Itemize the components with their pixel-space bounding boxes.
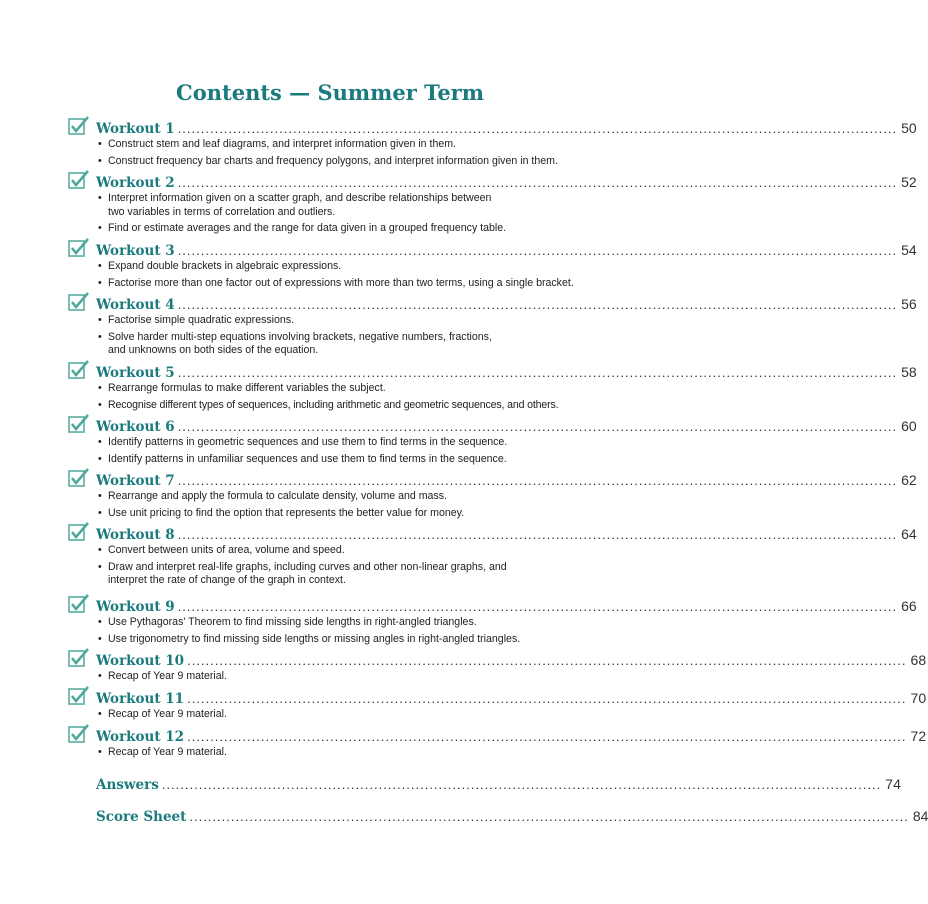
leader-dots: ............................................................................................................................................................ [177, 419, 898, 434]
objective-item: • Convert between units of area, volume and speed. [98, 544, 523, 558]
checkbox-tick-icon[interactable] [68, 522, 90, 542]
page-number: 60 [901, 418, 917, 434]
checkbox-tick-icon[interactable] [68, 724, 90, 744]
objectives-list [98, 616, 618, 649]
objective-item: • Expand double brackets in algebraic expressions. [98, 260, 618, 274]
workout-label: Workout 9 [96, 599, 175, 615]
page-number: 50 [901, 120, 917, 136]
objectives-list [98, 436, 618, 469]
objective-item: • Rearrange formulas to make different variables the subject. [98, 382, 618, 396]
objective-item: • Factorise simple quadratic expressions. [98, 314, 498, 328]
workout-label: Workout 8 [96, 527, 175, 543]
checkbox-tick-icon[interactable] [68, 414, 90, 434]
objective-item: • Recap of Year 9 material. [98, 746, 618, 760]
workout-heading[interactable] [96, 650, 927, 670]
leader-dots: ............................................................................................................................................................ [177, 121, 898, 136]
objective-item: • Interpret information given on a scatter graph, and describe relationships between two variables in terms of correlation and outliers. [98, 192, 498, 219]
objectives-list [98, 544, 523, 591]
workout-label: Workout 1 [96, 121, 175, 137]
page-number: 74 [885, 776, 901, 792]
workout-heading[interactable] [96, 240, 917, 260]
leader-dots: ............................................................................................................................................................ [161, 777, 882, 792]
workout-heading[interactable] [96, 362, 917, 382]
workout-heading[interactable] [96, 294, 917, 314]
workout-heading[interactable] [96, 726, 927, 746]
leader-dots: ............................................................................................................................................................ [177, 365, 898, 380]
objectives-list [98, 138, 618, 171]
page-number: 52 [901, 174, 917, 190]
objective-item: • Recap of Year 9 material. [98, 708, 618, 722]
page-number: 62 [901, 472, 917, 488]
objectives-list [98, 260, 618, 293]
checkbox-tick-icon[interactable] [68, 292, 90, 312]
workout-heading[interactable] [96, 470, 917, 490]
workout-label: Workout 4 [96, 297, 175, 313]
leader-dots: ............................................................................................................................................................ [187, 653, 907, 668]
objectives-list [98, 708, 618, 725]
leader-dots: ............................................................................................................................................................ [187, 691, 907, 706]
leader-dots: ............................................................................................................................................................ [177, 599, 898, 614]
score-sheet-label: Score Sheet [96, 809, 187, 825]
objective-item: • Construct stem and leaf diagrams, and interpret information given in them. [98, 138, 618, 152]
leader-dots: ............................................................................................................................................................ [177, 175, 898, 190]
objectives-list [98, 670, 618, 687]
page-number: 56 [901, 296, 917, 312]
page-number: 54 [901, 242, 917, 258]
objectives-list [98, 382, 618, 415]
leader-dots: ............................................................................................................................................................ [177, 297, 898, 312]
checkbox-tick-icon[interactable] [68, 170, 90, 190]
workout-heading[interactable] [96, 596, 917, 616]
objective-item: • Draw and interpret real-life graphs, including curves and other non-linear graphs, and interpret the rate of change of the graph in context. [98, 561, 523, 588]
page-number: 72 [910, 728, 927, 744]
workout-label: Workout 2 [96, 175, 175, 191]
page-number: 68 [910, 652, 927, 668]
page-number: 64 [901, 526, 917, 542]
objective-item: • Identify patterns in unfamiliar sequences and use them to find terms in the sequence. [98, 453, 618, 467]
leader-dots: ............................................................................................................................................................ [187, 729, 907, 744]
leader-dots: ............................................................................................................................................................ [177, 243, 898, 258]
objective-item: • Construct frequency bar charts and frequency polygons, and interpret information given in them. [98, 155, 618, 169]
objectives-list [98, 746, 618, 763]
workout-label: Workout 3 [96, 243, 175, 259]
objective-item: • Solve harder multi-step equations involving brackets, negative numbers, fractions, and unknowns on both sides of the equation. [98, 331, 498, 358]
checkbox-tick-icon[interactable] [68, 594, 90, 614]
score-sheet-heading[interactable] [96, 806, 928, 826]
page-title: Contents — Summer Term [176, 80, 484, 105]
objective-item: • Recap of Year 9 material. [98, 670, 618, 684]
workout-label: Workout 7 [96, 473, 175, 489]
page-number: 58 [901, 364, 917, 380]
workout-label: Workout 11 [96, 691, 185, 707]
leader-dots: ............................................................................................................................................................ [189, 809, 909, 824]
checkbox-tick-icon[interactable] [68, 238, 90, 258]
checkbox-tick-icon[interactable] [68, 360, 90, 380]
objective-item: • Use trigonometry to find missing side lengths or missing angles in right-angled triangles. [98, 633, 618, 647]
page-number: 66 [901, 598, 917, 614]
checkbox-tick-icon[interactable] [68, 648, 90, 668]
checkbox-tick-icon[interactable] [68, 116, 90, 136]
leader-dots: ............................................................................................................................................................ [177, 473, 898, 488]
page-number: 70 [910, 690, 927, 706]
objective-item: • Identify patterns in geometric sequences and use them to find terms in the sequence. [98, 436, 618, 450]
workout-label: Workout 10 [96, 653, 185, 669]
objectives-list [98, 314, 498, 361]
objectives-list [98, 192, 507, 239]
workout-label: Workout 5 [96, 365, 175, 381]
checkbox-tick-icon[interactable] [68, 468, 90, 488]
workout-heading[interactable] [96, 172, 917, 192]
objective-item: • Rearrange and apply the formula to calculate density, volume and mass. [98, 490, 618, 504]
objectives-list [98, 490, 618, 523]
objective-item: • Recognise different types of sequences, including arithmetic and geometric sequences, and others. [98, 399, 618, 413]
objective-item: • Factorise more than one factor out of expressions with more than two terms, using a single bracket. [98, 277, 618, 291]
page-number: 84 [912, 808, 928, 824]
workout-heading[interactable] [96, 416, 917, 436]
workout-heading[interactable] [96, 524, 917, 544]
answers-label: Answers [96, 777, 159, 793]
objective-item: • Find or estimate averages and the range for data given in a grouped frequency table. [98, 222, 628, 236]
objective-item: • Use Pythagoras' Theorem to find missing side lengths in right-angled triangles. [98, 616, 618, 630]
checkbox-tick-icon[interactable] [68, 686, 90, 706]
objective-item: • Use unit pricing to find the option that represents the better value for money. [98, 507, 618, 521]
workout-label: Workout 12 [96, 729, 185, 745]
leader-dots: ............................................................................................................................................................ [177, 527, 898, 542]
workout-heading[interactable] [96, 118, 917, 138]
workout-heading[interactable] [96, 688, 927, 708]
workout-label: Workout 6 [96, 419, 175, 435]
answers-heading[interactable] [96, 774, 901, 794]
